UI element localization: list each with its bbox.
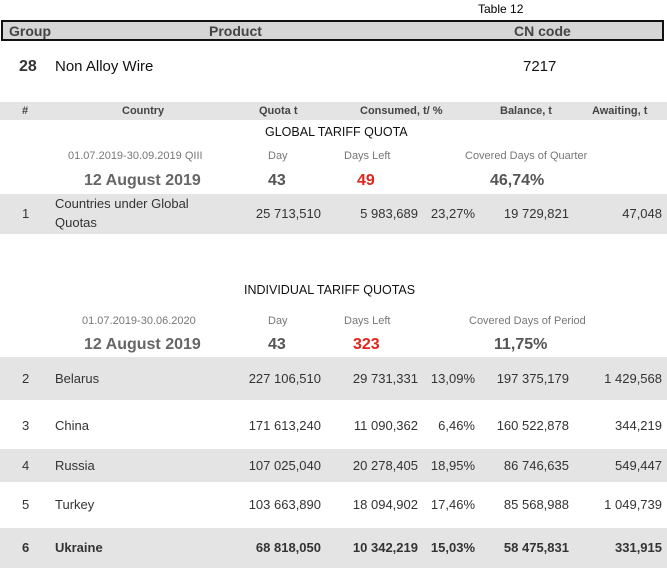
product-header: Product [209, 23, 262, 39]
individual-day-value: 43 [268, 336, 286, 353]
row-awaiting: 549,447 [615, 458, 662, 473]
row-awaiting: 1 429,568 [604, 371, 662, 386]
row-consumed: 11 090,362 [353, 418, 418, 433]
col-awaiting: Awaiting, t [592, 105, 648, 117]
row-num: 1 [22, 206, 30, 221]
group-number: 28 [19, 58, 37, 75]
global-period: 01.07.2019-30.09.2019 QIII [68, 150, 203, 162]
table-label-text: Table 12 [478, 2, 524, 16]
row-awaiting: 1 049,739 [604, 497, 662, 512]
col-country: Country [122, 105, 165, 117]
row-consumed-pct: 18,95% [430, 458, 475, 473]
row-country: China [55, 418, 89, 433]
row-quota: 68 818,050 [255, 540, 321, 555]
row-consumed: 10 342,219 [352, 540, 418, 555]
row-consumed: 29 731,331 [352, 371, 418, 386]
table-row [0, 449, 667, 482]
row-num: 2 [22, 371, 30, 386]
row-balance: 58 475,831 [503, 540, 569, 555]
row-consumed-pct: 23,27% [430, 206, 475, 221]
table-row [0, 357, 667, 400]
col-consumed: Consumed, t/ % [360, 105, 443, 117]
product-name: Non Alloy Wire [55, 58, 154, 75]
table-row [0, 194, 667, 234]
row-consumed-pct: 13,09% [430, 371, 475, 386]
col-num: # [22, 105, 29, 117]
col-balance: Balance, t [500, 105, 552, 117]
table-row [0, 403, 667, 449]
row-consumed-pct: 6,46% [438, 418, 475, 433]
individual-quota-title: INDIVIDUAL TARIFF QUOTAS [244, 283, 416, 297]
global-covered-value: 46,74% [490, 172, 545, 189]
individual-covered-value: 11,75% [494, 336, 548, 353]
row-country: Russia [55, 458, 95, 473]
row-num: 4 [22, 458, 30, 473]
individual-date: 12 August 2019 [84, 336, 201, 353]
row-consumed: 5 983,689 [360, 206, 418, 221]
individual-days-left-label: Days Left [344, 315, 391, 327]
group-header: Group [9, 23, 51, 39]
table-row [0, 482, 667, 528]
column-header-band [0, 102, 667, 120]
global-covered-label: Covered Days of Quarter [465, 150, 588, 162]
row-consumed-pct: 15,03% [430, 540, 475, 555]
group-header-bar [1, 20, 664, 41]
global-date: 12 August 2019 [84, 172, 201, 189]
row-quota: 25 713,510 [255, 206, 321, 221]
global-quota-title: GLOBAL TARIFF QUOTA [265, 125, 408, 139]
row-country: Ukraine [55, 540, 103, 555]
row-quota: 107 025,040 [248, 458, 321, 473]
row-awaiting: 47,048 [622, 206, 662, 221]
row-quota: 103 663,890 [248, 497, 321, 512]
row-country: Countries under Global [55, 196, 189, 211]
cn-code-value: 7217 [523, 58, 557, 75]
row-country: Turkey [55, 497, 95, 512]
global-days-left-value: 49 [357, 172, 375, 189]
row-country: Belarus [55, 371, 100, 386]
row-balance: 19 729,821 [503, 206, 569, 221]
row-quota: 227 106,510 [248, 371, 321, 386]
row-consumed: 20 278,405 [352, 458, 418, 473]
row-awaiting: 344,219 [615, 418, 662, 433]
table-row [0, 528, 667, 568]
row-awaiting: 331,915 [615, 540, 662, 555]
global-day-label: Day [268, 150, 288, 162]
row-num: 5 [22, 497, 30, 512]
row-balance: 86 746,635 [503, 458, 569, 473]
global-days-left-label: Days Left [344, 150, 391, 162]
cn-code-header: CN code [514, 23, 571, 39]
individual-covered-label: Covered Days of Period [469, 315, 586, 327]
individual-day-label: Day [268, 315, 288, 327]
individual-days-left-value: 323 [353, 336, 380, 353]
row-num: 6 [22, 540, 30, 555]
row-balance: 85 568,988 [503, 497, 569, 512]
individual-period: 01.07.2019-30.06.2020 [82, 315, 196, 327]
row-consumed-pct: 17,46% [430, 497, 475, 512]
row-quota: 171 613,240 [248, 418, 321, 433]
global-day-value: 43 [268, 172, 286, 189]
row-num: 3 [22, 418, 30, 433]
row-balance: 160 522,878 [496, 418, 569, 433]
row-balance: 197 375,179 [496, 371, 569, 386]
row-consumed: 18 094,902 [352, 497, 418, 512]
row-country-line2: Quotas [55, 215, 97, 230]
col-quota: Quota t [259, 105, 298, 117]
